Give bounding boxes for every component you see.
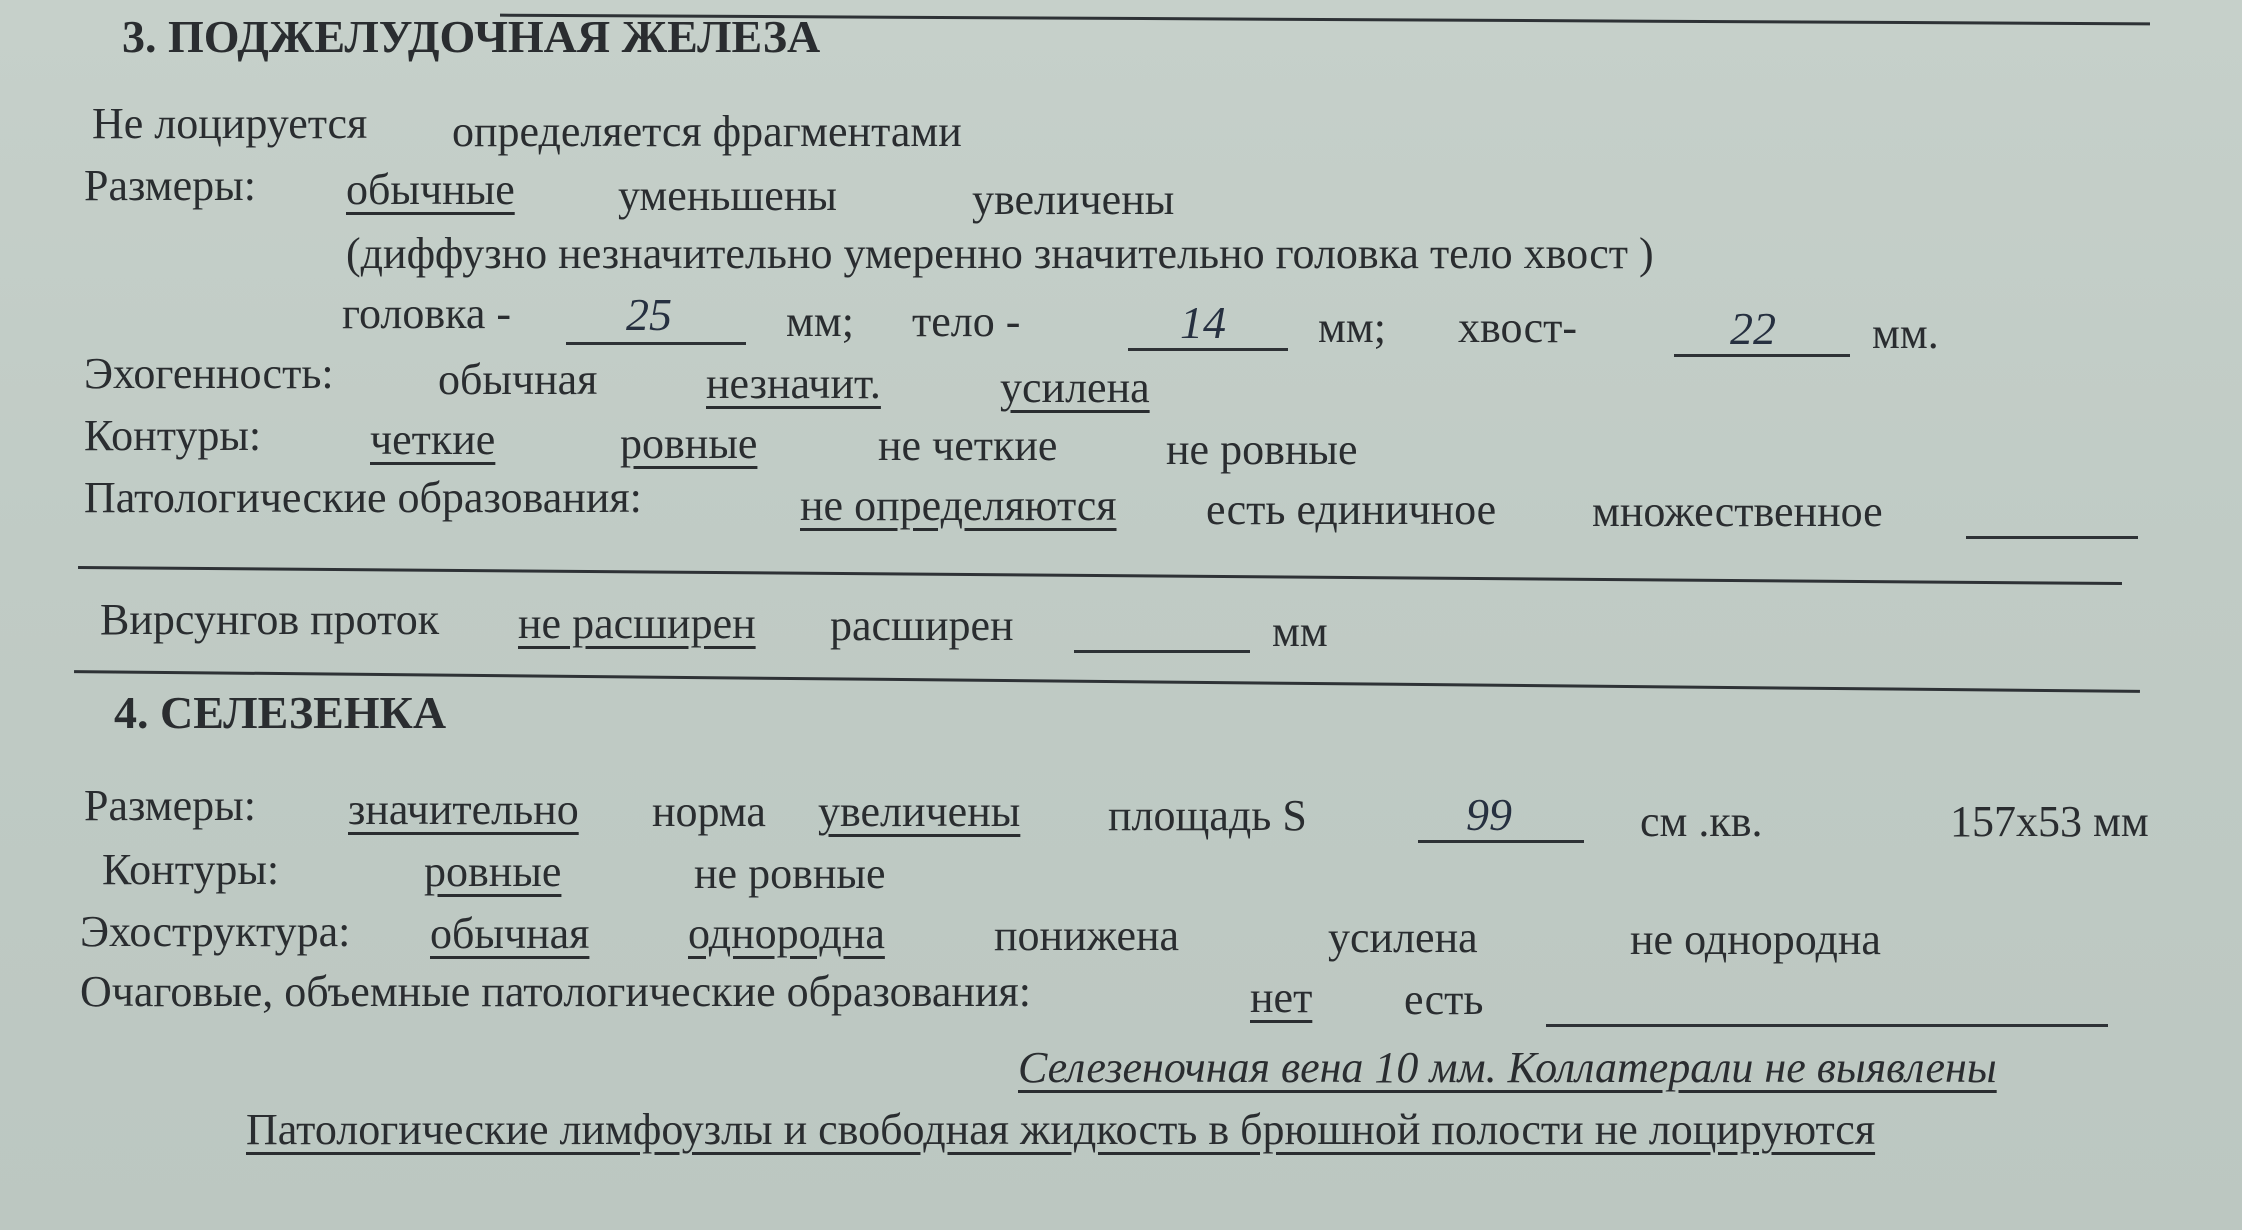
- spleen-focal-label: Очаговые, объемные патологические образования:: [80, 967, 1031, 1016]
- pancreas-pathology-single: есть единичное: [1206, 485, 1497, 534]
- spleen-dimensions: 157x53 мм: [1950, 797, 2149, 846]
- pancreas-size-reduced: уменьшены: [618, 171, 837, 220]
- spleen-echo-heterogeneous: не однородна: [1630, 915, 1881, 964]
- pancreas-duct-blank: [1074, 650, 1250, 653]
- pancreas-contours-unclear: не четкие: [878, 421, 1058, 470]
- pancreas-duct-label: Вирсунгов проток: [100, 595, 440, 644]
- pancreas-tail-label: хвост-: [1458, 303, 1577, 352]
- pancreas-size-enlarged: увеличены: [972, 175, 1175, 224]
- pancreas-body-label: тело -: [912, 297, 1021, 346]
- pancreas-echo-normal: обычная: [438, 355, 598, 404]
- pancreas-contours-even: ровные: [620, 419, 758, 468]
- pancreas-pathology-none: не определяются: [800, 481, 1117, 530]
- pancreas-pathology-label: Патологические образования:: [84, 473, 642, 522]
- section-title-spleen: 4. СЕЛЕЗЕНКА: [114, 687, 447, 738]
- spleen-area-blank: [1418, 840, 1584, 843]
- pancreas-duct-unit: мм: [1272, 607, 1328, 656]
- pancreas-pathology-blank: [1966, 536, 2138, 539]
- spleen-area-unit: см .кв.: [1640, 797, 1763, 846]
- spleen-echo-increased: усилена: [1328, 913, 1478, 962]
- spleen-size-significant: значительно: [348, 785, 579, 834]
- pancreas-duct-not-dilated: не расширен: [518, 599, 756, 648]
- spleen-size-enlarged: увеличены: [818, 787, 1021, 836]
- pancreas-duct-dilated: расширен: [830, 601, 1014, 650]
- spleen-contours-even: ровные: [424, 847, 562, 896]
- spleen-contours-label: Контуры:: [102, 845, 280, 894]
- spleen-area-value: 99: [1466, 789, 1512, 840]
- pancreas-fragmented: определяется фрагментами: [452, 107, 962, 156]
- spleen-size-label: Размеры:: [84, 781, 256, 830]
- pancreas-pathology-multiple: множественное: [1592, 487, 1883, 536]
- pancreas-body-unit: мм;: [1318, 303, 1386, 352]
- spleen-focal-no: нет: [1250, 973, 1313, 1022]
- spleen-size-norm: норма: [652, 787, 766, 836]
- pancreas-head-blank: [566, 342, 746, 345]
- pancreas-contours-uneven: не ровные: [1166, 425, 1358, 474]
- pancreas-head-value: 25: [626, 289, 672, 340]
- pancreas-body-value: 14: [1180, 297, 1226, 348]
- pancreas-not-located: Не лоцируется: [92, 99, 368, 148]
- spleen-focal-blank: [1546, 1024, 2108, 1027]
- spleen-area-label: площадь S: [1108, 791, 1307, 840]
- pancreas-echo-slight: незначит.: [706, 359, 881, 408]
- spleen-note-lymph: Патологические лимфоузлы и свободная жидкость в брюшной полости не лоцируются: [246, 1105, 1876, 1154]
- spleen-note-vein: Селезеночная вена 10 мм. Коллатерали не выявлены: [1018, 1043, 1997, 1092]
- pancreas-tail-blank: [1674, 354, 1850, 357]
- pancreas-tail-value: 22: [1730, 303, 1776, 354]
- spleen-contours-uneven: не ровные: [694, 849, 886, 898]
- spleen-focal-yes: есть: [1404, 975, 1484, 1024]
- pancreas-contours-clear: четкие: [370, 415, 496, 464]
- pancreas-head-unit: мм;: [786, 297, 854, 346]
- pancreas-echo-increased: усилена: [1000, 363, 1150, 412]
- pancreas-echo-label: Эхогенность:: [84, 349, 334, 398]
- pancreas-head-label: головка -: [342, 289, 511, 338]
- pancreas-tail-unit: мм.: [1872, 309, 1939, 358]
- pancreas-body-blank: [1128, 348, 1288, 351]
- pancreas-contours-label: Контуры:: [84, 411, 262, 460]
- divider-pancreas-1: [78, 566, 2122, 585]
- pancreas-size-details: (диффузно незначительно умеренно значительно головка тело хвост ): [346, 229, 1654, 278]
- spleen-echo-normal: обычная: [430, 909, 590, 958]
- pancreas-size-normal: обычные: [346, 165, 515, 214]
- section-title-pancreas: 3. ПОДЖЕЛУДОЧНАЯ ЖЕЛЕЗА: [122, 11, 821, 62]
- spleen-echo-homogeneous: однородна: [688, 909, 885, 958]
- pancreas-size-label: Размеры:: [84, 161, 256, 210]
- spleen-echo-reduced: понижена: [994, 911, 1180, 960]
- spleen-echo-label: Эхоструктура:: [80, 907, 351, 956]
